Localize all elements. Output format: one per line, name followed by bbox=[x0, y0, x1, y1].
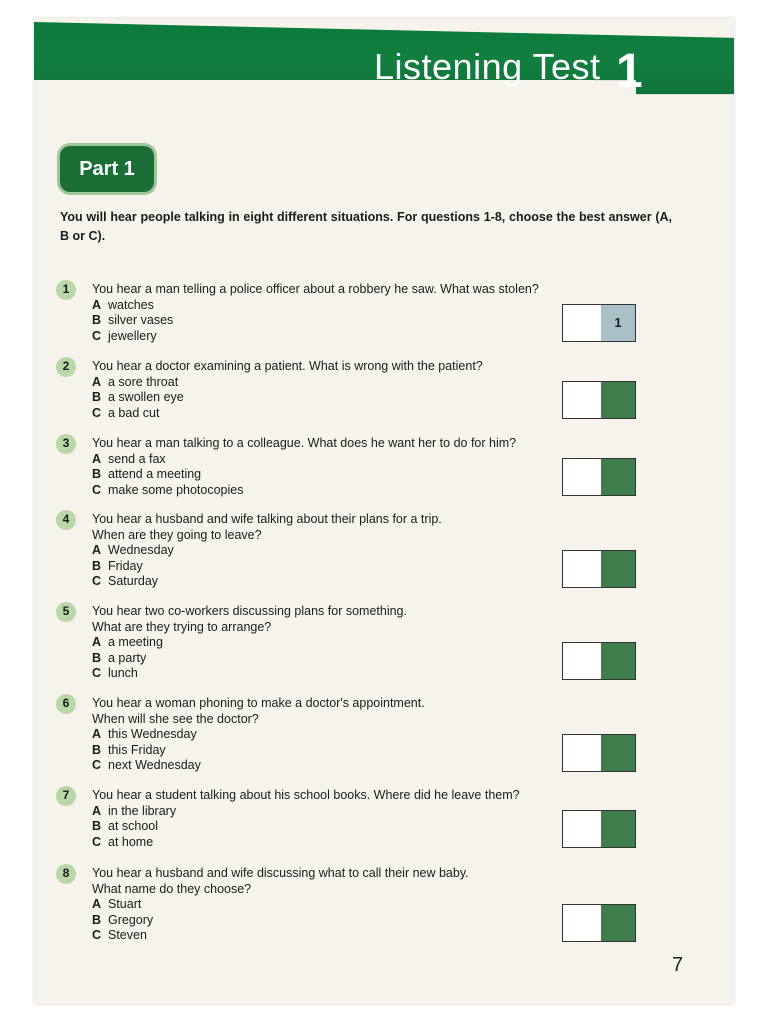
option-letter: C bbox=[92, 666, 102, 680]
answer-option[interactable] bbox=[92, 819, 572, 835]
option-letter: B bbox=[92, 467, 102, 481]
answer-option[interactable] bbox=[92, 913, 572, 929]
question-number-badge: 2 bbox=[56, 357, 76, 377]
option-letter: B bbox=[92, 390, 102, 404]
question-text bbox=[92, 282, 572, 344]
question-number-badge: 6 bbox=[56, 694, 76, 714]
answer-box[interactable] bbox=[562, 734, 636, 772]
option-letter: B bbox=[92, 313, 102, 327]
option-letter: B bbox=[92, 819, 102, 833]
answer-option[interactable] bbox=[92, 406, 572, 422]
option-letter: C bbox=[92, 405, 102, 420]
question-prompt-line: What are they trying to arrange? bbox=[92, 619, 272, 634]
answer-option[interactable] bbox=[92, 574, 572, 590]
test-number: 1 bbox=[616, 45, 643, 98]
answer-number-cell bbox=[601, 905, 635, 941]
option-text: a meeting bbox=[108, 635, 163, 649]
part-badge: Part 1 bbox=[60, 146, 154, 192]
option-text: Friday bbox=[108, 558, 143, 573]
answer-write-area[interactable] bbox=[563, 459, 601, 495]
answer-write-area[interactable] bbox=[563, 305, 601, 341]
option-letter: A bbox=[92, 803, 102, 818]
question-prompt-line: You hear a husband and wife talking about their plans for a trip. bbox=[92, 512, 442, 526]
answer-write-area[interactable] bbox=[563, 735, 601, 771]
answer-option[interactable] bbox=[92, 897, 572, 913]
question-number-badge: 8 bbox=[56, 864, 76, 884]
option-text: send a fax bbox=[108, 451, 166, 466]
option-text: silver vases bbox=[108, 313, 174, 327]
option-letter: A bbox=[92, 897, 102, 911]
option-text: in the library bbox=[108, 803, 177, 818]
answer-box[interactable] bbox=[562, 904, 636, 942]
option-letter: A bbox=[92, 297, 102, 312]
option-letter: A bbox=[92, 635, 102, 649]
option-text: at home bbox=[108, 834, 154, 849]
question-number-badge: 7 bbox=[56, 786, 76, 806]
option-letter: B bbox=[92, 650, 102, 665]
option-letter: A bbox=[92, 451, 102, 466]
question-prompt-line: You hear a man telling a police officer about a robbery he saw. What was stolen? bbox=[92, 282, 539, 296]
answer-option[interactable] bbox=[92, 298, 572, 314]
answer-option[interactable] bbox=[92, 483, 572, 499]
workbook-page bbox=[34, 18, 734, 1004]
option-text: at school bbox=[108, 819, 159, 833]
answer-number-cell bbox=[601, 459, 635, 495]
option-letter: B bbox=[92, 912, 102, 927]
option-text: Saturday bbox=[108, 574, 159, 588]
answer-number-cell: 1 bbox=[601, 305, 635, 341]
option-letter: B bbox=[92, 742, 102, 757]
answer-option[interactable] bbox=[92, 804, 572, 820]
answer-box[interactable] bbox=[562, 550, 636, 588]
question-text bbox=[92, 436, 572, 498]
option-text: make some photocopies bbox=[108, 482, 244, 497]
question-number-badge: 4 bbox=[56, 510, 76, 530]
answer-number-cell bbox=[601, 643, 635, 679]
answer-option[interactable] bbox=[92, 835, 572, 851]
answer-option[interactable] bbox=[92, 390, 572, 406]
option-letter: C bbox=[92, 482, 102, 497]
option-text: a party bbox=[108, 650, 147, 665]
answer-option[interactable] bbox=[92, 635, 572, 651]
option-text: Gregory bbox=[108, 912, 154, 927]
answer-write-area[interactable] bbox=[563, 382, 601, 418]
answer-option[interactable] bbox=[92, 651, 572, 667]
answer-option[interactable] bbox=[92, 559, 572, 575]
answer-write-area[interactable] bbox=[563, 551, 601, 587]
option-text: a sore throat bbox=[108, 374, 179, 389]
option-text: next Wednesday bbox=[108, 758, 201, 772]
answer-number-cell bbox=[601, 735, 635, 771]
option-letter: C bbox=[92, 328, 102, 343]
option-text: this Wednesday bbox=[108, 727, 197, 741]
option-text: this Friday bbox=[108, 742, 166, 757]
answer-number-cell bbox=[601, 551, 635, 587]
answer-number-cell bbox=[601, 382, 635, 418]
question-prompt-line: You hear a doctor examining a patient. What is wrong with the patient? bbox=[92, 359, 483, 373]
question-text bbox=[92, 512, 572, 590]
page-title: Listening Test bbox=[374, 46, 601, 87]
option-letter: C bbox=[92, 834, 102, 849]
question-prompt-line: What name do they choose? bbox=[92, 881, 252, 896]
page-number: 7 bbox=[672, 954, 684, 976]
option-text: Steven bbox=[108, 928, 147, 942]
question-text bbox=[92, 866, 572, 944]
option-text: attend a meeting bbox=[108, 467, 202, 481]
question-prompt-line: You hear a woman phoning to make a doctor's appointment. bbox=[92, 696, 425, 710]
question-number-badge: 5 bbox=[56, 602, 76, 622]
option-text: a swollen eye bbox=[108, 390, 184, 404]
question-text bbox=[92, 604, 572, 682]
answer-box[interactable] bbox=[562, 642, 636, 680]
answer-option[interactable] bbox=[92, 329, 572, 345]
question-number-badge: 1 bbox=[56, 280, 76, 300]
answer-box[interactable] bbox=[562, 810, 636, 848]
answer-option[interactable] bbox=[92, 928, 572, 944]
option-letter: B bbox=[92, 558, 102, 573]
instructions: You will hear people talking in eight different situations. For questions 1-8, choose the best answer (A, B or C). bbox=[60, 210, 672, 243]
answer-box[interactable] bbox=[562, 304, 636, 342]
question-number-badge: 3 bbox=[56, 434, 76, 454]
question-text bbox=[92, 696, 572, 774]
option-letter: C bbox=[92, 574, 102, 588]
question-prompt-line: You hear two co-workers discussing plans for something. bbox=[92, 604, 407, 618]
answer-box[interactable] bbox=[562, 381, 636, 419]
question-prompt-line: When will she see the doctor? bbox=[92, 711, 259, 726]
option-letter: A bbox=[92, 543, 102, 557]
question-text bbox=[92, 788, 572, 850]
answer-option[interactable] bbox=[92, 313, 572, 329]
option-text: jewellery bbox=[108, 328, 157, 343]
answer-option[interactable] bbox=[92, 758, 572, 774]
answer-option[interactable] bbox=[92, 375, 572, 391]
answer-option[interactable] bbox=[92, 727, 572, 743]
answer-box[interactable] bbox=[562, 458, 636, 496]
option-letter: A bbox=[92, 727, 102, 741]
question-prompt-line: You hear a man talking to a colleague. What does he want her to do for him? bbox=[92, 436, 517, 450]
option-text: lunch bbox=[108, 666, 138, 680]
question-prompt-line: You hear a husband and wife discussing what to call their new baby. bbox=[92, 866, 469, 880]
option-text: Stuart bbox=[108, 897, 142, 911]
answer-option[interactable] bbox=[92, 666, 572, 682]
answer-write-area[interactable] bbox=[563, 811, 601, 847]
question-prompt-line: You hear a student talking about his school books. Where did he leave them? bbox=[92, 788, 520, 802]
answer-option[interactable] bbox=[92, 452, 572, 468]
option-text: watches bbox=[108, 297, 154, 312]
question-text bbox=[92, 359, 572, 421]
option-letter: C bbox=[92, 758, 102, 772]
answer-write-area[interactable] bbox=[563, 905, 601, 941]
question-prompt-line: When are they going to leave? bbox=[92, 527, 262, 542]
answer-option[interactable] bbox=[92, 743, 572, 759]
answer-option[interactable] bbox=[92, 467, 572, 483]
answer-option[interactable] bbox=[92, 543, 572, 559]
answer-write-area[interactable] bbox=[563, 643, 601, 679]
option-text: Wednesday bbox=[108, 543, 174, 557]
answer-number-cell bbox=[601, 811, 635, 847]
option-letter: C bbox=[92, 928, 102, 942]
option-text: a bad cut bbox=[108, 405, 160, 420]
option-letter: A bbox=[92, 374, 102, 389]
